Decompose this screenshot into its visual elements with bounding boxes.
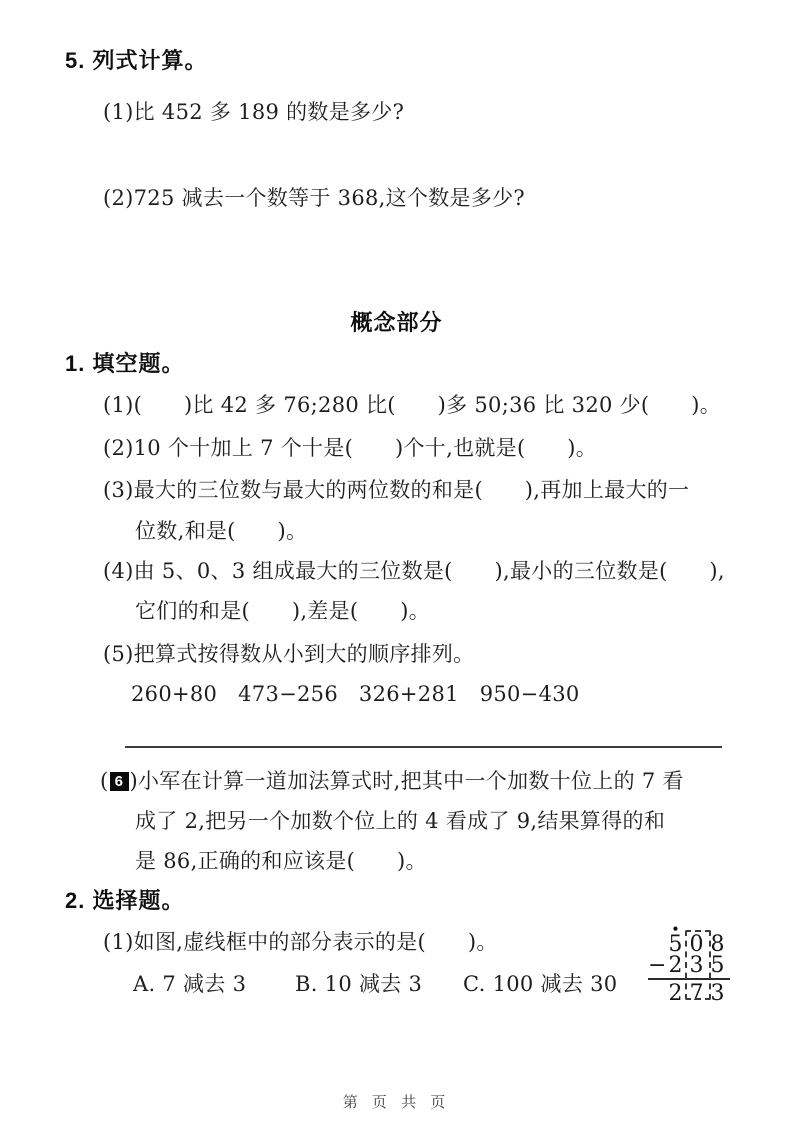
minuend-tens: 0	[689, 932, 704, 957]
fill-blank-line-3: (3)最大的三位数与最大的两位数的和是( ),再加上最大的一	[103, 478, 690, 502]
minuend-hundreds: 5	[668, 932, 683, 957]
sign-spacer	[648, 934, 665, 955]
question-6-badge: 6	[110, 772, 129, 791]
difference-hundreds: 2	[668, 981, 683, 1006]
section-5-heading: 5. 列式计算。	[65, 48, 208, 73]
concept-section-title: 概念部分	[350, 310, 443, 335]
minuend-ones: 8	[710, 932, 725, 957]
option-b: B. 10 减去 3	[295, 972, 423, 996]
section-5-item-2: (2)725 减去一个数等于 368,这个数是多少?	[103, 186, 525, 210]
fill-blank-line-4: (4)由 5、0、3 组成最大的三位数是( ),最小的三位数是( ),	[103, 559, 725, 583]
sign-spacer	[648, 983, 665, 1004]
question-6-text: )小军在计算一道加法算式时,把其中一个加数十位上的 7 看	[129, 769, 684, 793]
option-c: C. 100 减去 30	[463, 972, 618, 996]
question-1-heading: 1. 填空题。	[65, 351, 185, 376]
fill-blank-line-2: (2)10 个十加上 7 个十是( )个十,也就是( )。	[103, 436, 598, 460]
question-6-line-1	[100, 768, 684, 794]
question-6-line-2: 成了 2,把另一个加数个位上的 4 看成了 9,结果算得的和	[135, 809, 666, 833]
page-footer: 第 页 共 页	[342, 1094, 451, 1111]
option-a: A. 7 减去 3	[133, 972, 247, 996]
question-6-line-3: 是 86,正确的和应该是( )。	[135, 849, 427, 873]
fill-blank-line-3-cont: 位数,和是( )。	[135, 519, 308, 543]
expression-list: 260+80 473−256 326+281 950−430	[131, 682, 580, 706]
subtrahend-hundreds: 2	[668, 953, 683, 978]
fill-blank-line-4-cont: 它们的和是( ),差是( )。	[135, 599, 431, 623]
section-divider	[125, 746, 722, 748]
fill-blank-line-1: (1)( )比 42 多 76;280 比( )多 50;36 比 320 少( )。	[103, 393, 722, 417]
borrow-dot: •	[671, 922, 680, 936]
choice-question-line: (1)如图,虚线框中的部分表示的是( )。	[103, 930, 498, 954]
minus-sign: −	[648, 953, 667, 978]
difference-ones: 3	[710, 981, 725, 1006]
section-5-item-1: (1)比 452 多 189 的数是多少?	[103, 100, 405, 124]
dashed-highlight-box	[685, 930, 711, 1000]
subtrahend-ones: 5	[710, 953, 725, 978]
difference-tens: 7	[689, 981, 704, 1006]
vertical-subtraction-figure	[648, 922, 730, 1006]
subtrahend-tens: 3	[689, 953, 704, 978]
fill-blank-line-5: (5)把算式按得数从小到大的顺序排列。	[103, 642, 475, 666]
paren-open: (	[100, 769, 109, 793]
question-2-heading: 2. 选择题。	[65, 888, 185, 913]
